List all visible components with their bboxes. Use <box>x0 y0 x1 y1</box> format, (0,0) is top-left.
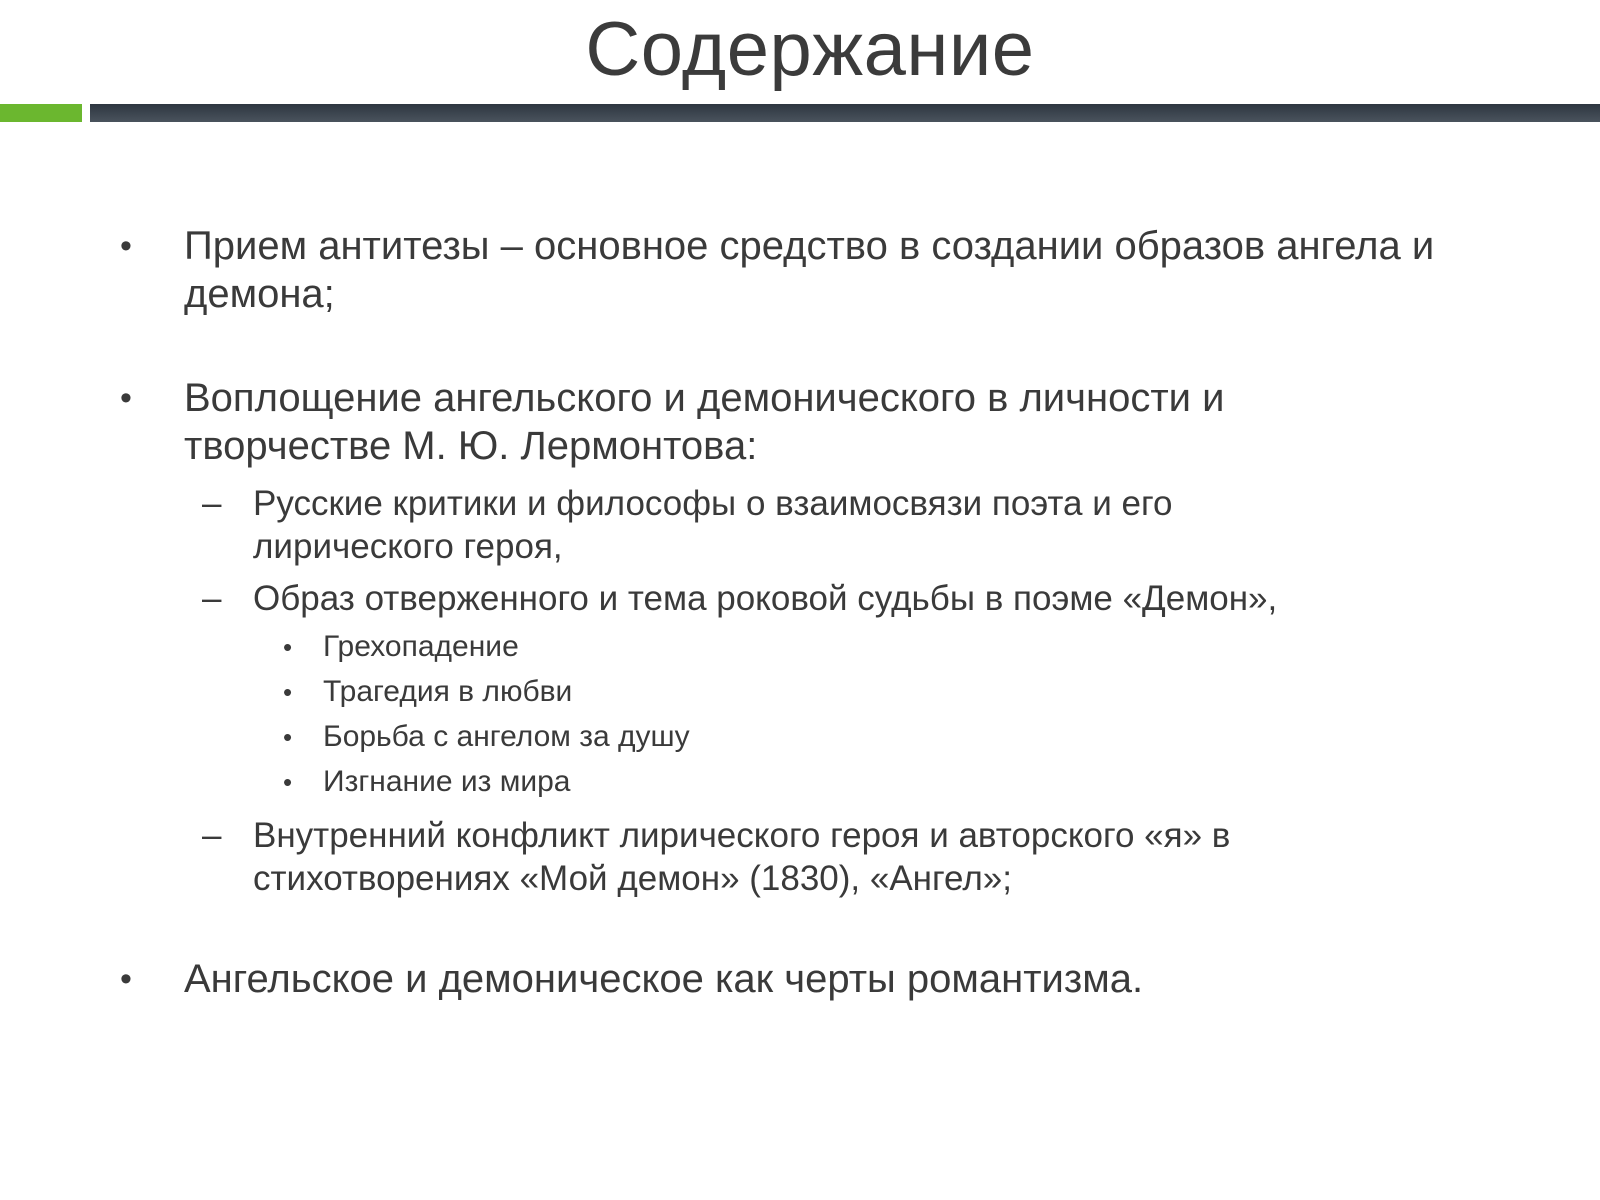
bullet-icon: • <box>283 722 293 752</box>
dash-icon: – <box>202 579 222 618</box>
list-subitem: Образ отверженного и тема роковой судьбы в поэме «Демон», <box>253 579 1278 618</box>
list-item: Воплощение ангельского и демонического в личности и творчестве М. Ю. Лермонтова: <box>184 376 1225 468</box>
list-subitem: Русские критики и философы о взаимосвязи поэта и его лирического героя, <box>253 484 1173 566</box>
list-item: Прием антитезы – основное средство в создании образов ангела и демона; <box>184 224 1435 316</box>
bullet-icon: • <box>283 677 293 707</box>
list-subsubitem: Трагедия в любви <box>323 675 573 708</box>
list-subitem: Внутренний конфликт лирического героя и авторского «я» в стихотворениях «Мой демон» (1830), «Ангел»; <box>253 816 1231 898</box>
list-subsubitem: Грехопадение <box>323 630 519 663</box>
bullet-icon: • <box>120 960 132 998</box>
dash-icon: – <box>202 816 222 855</box>
list-subsubitem: Изгнание из мира <box>323 765 571 798</box>
list-subsubitem: Борьба с ангелом за душу <box>323 720 690 753</box>
bullet-icon: • <box>283 767 293 797</box>
bullet-icon: • <box>283 632 293 662</box>
list-item: Ангельское и демоническое как черты романтизма. <box>184 957 1144 1001</box>
bullet-icon: • <box>120 379 132 417</box>
bullet-icon: • <box>120 227 132 265</box>
slide-title: Содержание <box>585 7 1035 92</box>
dash-icon: – <box>202 484 222 523</box>
